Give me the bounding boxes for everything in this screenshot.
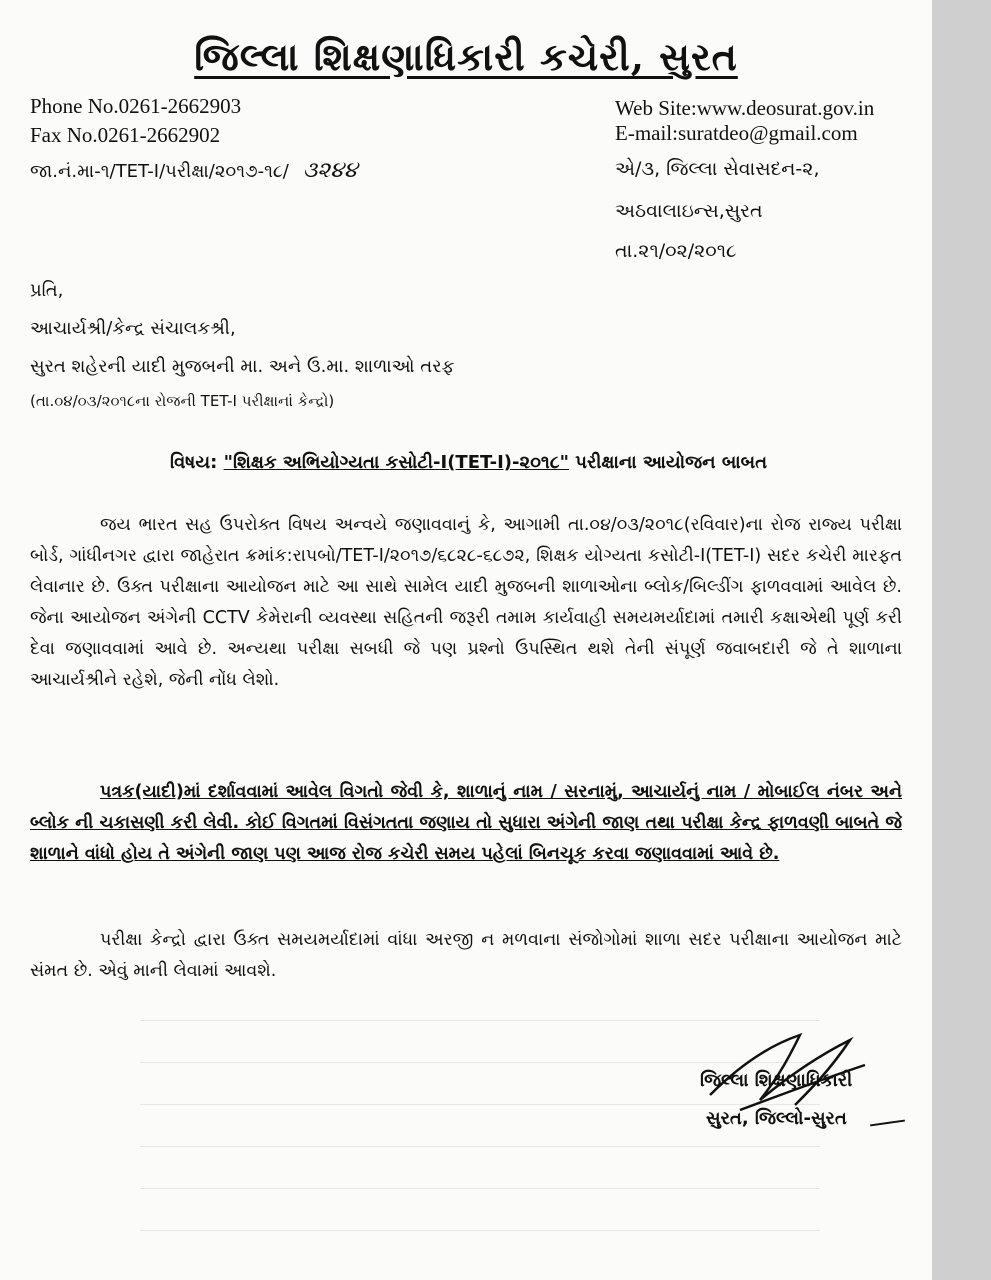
- reference-number-printed: જા.નં.મા-૧/TET-I/પરીક્ષા/૨૦૧૭-૧૮/: [30, 161, 289, 182]
- subject-line: [170, 452, 767, 473]
- email: E-mail:suratdeo@gmail.com: [615, 121, 858, 145]
- office-title: જિલ્લા શિક્ષણાધિકારી કચેરી, સુરત: [194, 34, 738, 79]
- subject-rest: પરીક્ષાના આયોજન બાબત: [575, 452, 768, 473]
- address-line-1: એ/૩, જિલ્લા સેવાસદન-૨,: [615, 158, 820, 180]
- recipient-line-1: આચાર્યશ્રી/કેન્દ્ર સંચાલકશ્રી,: [30, 318, 236, 339]
- subject-text: "શિક્ષક અભિયોગ્યતા કસોટી-I(TET-I)-૨૦૧૮": [223, 452, 569, 473]
- scan-border: [932, 0, 991, 1280]
- recipient-line-3: (તા.૦૪/૦૩/૨૦૧૮ના રોજની TET-I પરીક્ષાનાં કેન્દ્રો): [30, 392, 335, 410]
- recipient-prati: પ્રતિ,: [30, 280, 64, 301]
- reference-number-handwritten: ૩૨૪૪: [302, 158, 358, 183]
- recipient-line-2: સુરત શહેરની યાદી મુજબની મા. અને ઉ.મા. શાળાઓ તરફ: [30, 356, 455, 377]
- body-paragraph-2: પત્રક(યાદી)માં દર્શાવવામાં આવેલ વિગતો જેવી કે, શાળાનું નામ / સરનામું, આચાર્યનું નામ / મોબાઈલ નંબર અને બ્લોક ની ચકાસણી કરી લેવી. કોઈ વિગતમાં વિસંગતતા જણાય તો સુધારા અંગેની જાણ તથા પરીક્ષા કેન્દ્ર ફાળવણી બાબતે જે શાળાને વાંધો હોય તે અંગેની જાણ પણ આજ રોજ કચેરી સમય પહેલાં બિનચૂક કરવા જણાવવામાં આવે છે.: [30, 782, 902, 864]
- fax-number: Fax No.0261-2662902: [30, 123, 221, 147]
- signature-place: સુરત, જિલ્લો-સુરત: [706, 1108, 847, 1129]
- letter-date: તા.૨૧/૦૨/૨૦૧૮: [615, 240, 737, 262]
- subject-label: વિષય:: [170, 452, 218, 473]
- signature-dash: [870, 1120, 905, 1127]
- body-paragraph-3: પરીક્ષા કેન્દ્રો દ્વારા ઉક્ત સમયમર્યાદામાં વાંધા અરજી ન મળવાના સંજોગોમાં શાળા સદર પરીક્ષાના આયોજન માટે સંમત છે. એવું માની લેવામાં આવશે.: [30, 930, 902, 981]
- phone-number: Phone No.0261-2662903: [30, 94, 242, 118]
- body-paragraph-1: જય ભારત સહ ઉપરોક્ત વિષય અન્વયે જણાવવાનું કે, આગામી તા.૦૪/૦૩/૨૦૧૮(રવિવાર)ના રોજ રાજ્ય પરીક્ષા બોર્ડ, ગાંધીનગર દ્વારા જાહેરાત ક્રમાંક:રાપબો/TET-I/૨૦૧૭/૬૮૨૮-૬૮૭૨, શિક્ષક યોગ્યતા કસોટી-I(TET-I) સદર કચેરી મારફત લેવાનાર છે. ઉક્ત પરીક્ષાના આયોજન માટે આ સાથે સામેલ યાદી મુજબની શાળાઓના બ્લોક/બિલ્ડીંગ ફાળવવામાં આવેલ છે. જેના આયોજન અંગેની CCTV કેમેરાની વ્યવસ્થા સહિતની જરૂરી તમામ કાર્યવાહી સમયમર્યાદામાં તમારી કક્ષાએથી પૂર્ણ કરી દેવા જણાવવામાં આવે છે. અન્યથા પરીક્ષા સબધી જે પણ પ્રશ્નો ઉપસ્થિત થશે તેની સંપૂર્ણ જવાબદારી જે તે શાળાના આચાર્યશ્રીને રહેશે, જેની નોંધ લેશો.: [30, 515, 902, 690]
- address-line-2: અઠવાલાઇન્સ,સુરત: [615, 200, 763, 222]
- reference-number: [30, 158, 357, 183]
- signature-designation: જિલ્લા શિક્ષણાધિકારી: [700, 1070, 853, 1091]
- website: Web Site:www.deosurat.gov.in: [615, 96, 875, 120]
